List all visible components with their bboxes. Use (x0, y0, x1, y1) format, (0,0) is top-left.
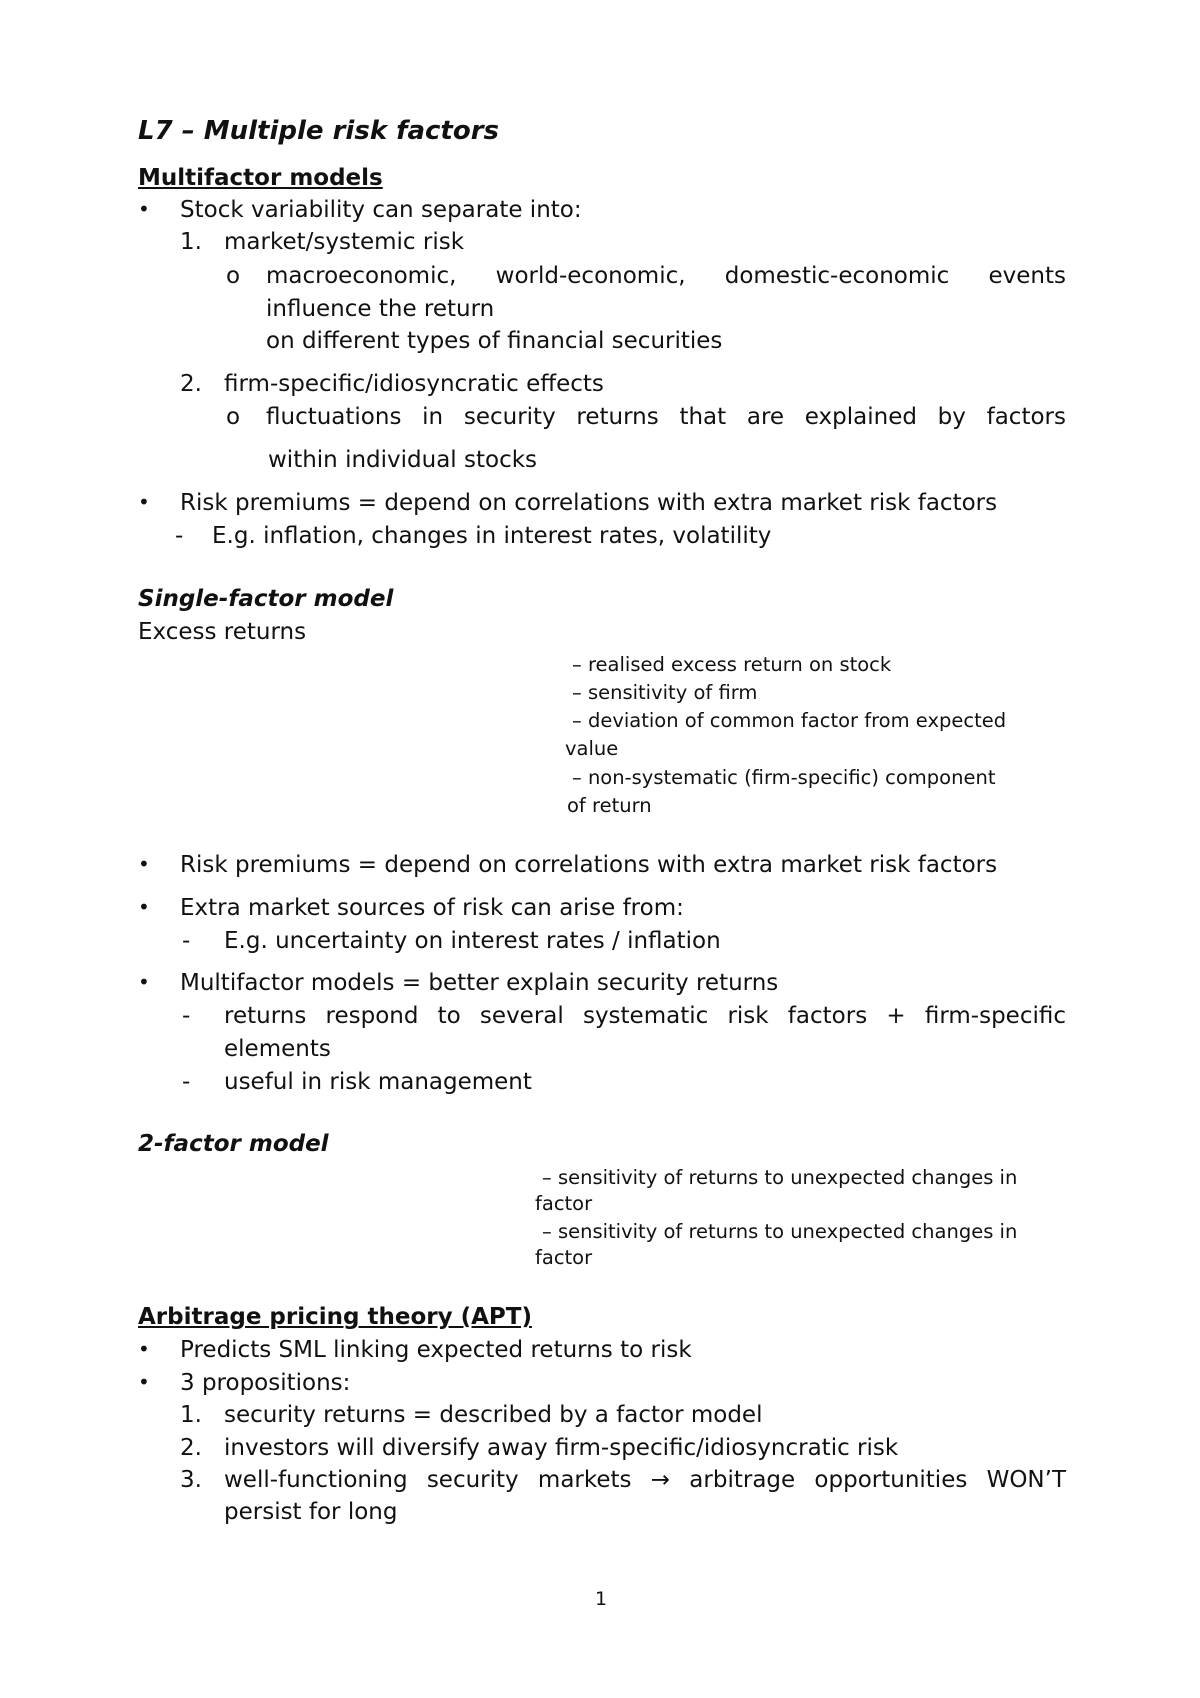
legend-line: – deviation of common factor from expected (572, 709, 1007, 732)
list-item: macroeconomic, world-economic, domestic-economic events (266, 263, 1066, 289)
list-item: 3 propositions: (180, 1370, 351, 1396)
section-heading-single-factor: Single-factor model (138, 586, 394, 612)
list-item: investors will diversify away firm-specific/idiosyncratic risk (224, 1435, 899, 1461)
list-item: well-functioning security markets → arbitrage opportunities WON’T (224, 1467, 1066, 1493)
list-number: 2. (180, 371, 202, 397)
list-item: influence the return (266, 296, 495, 322)
list-item: E.g. uncertainty on interest rates / inflation (224, 928, 721, 954)
section-heading-multifactor: Multifactor models (138, 165, 383, 191)
bullet-icon: • (138, 1370, 150, 1394)
page-number: 1 (595, 1588, 608, 1610)
dash-marker: - (175, 523, 184, 549)
list-item: security returns = described by a factor model (224, 1402, 763, 1428)
body-text: Excess returns (138, 619, 307, 645)
list-item: returns respond to several systematic risk factors + firm-specific (224, 1003, 1066, 1029)
legend-line: – non-systematic (firm-specific) component (572, 766, 996, 789)
bullet-icon: • (138, 852, 150, 876)
bullet-icon: • (138, 895, 150, 919)
bullet-icon: • (138, 197, 150, 221)
legend-line: – sensitivity of returns to unexpected changes in (542, 1220, 1018, 1243)
list-item: Extra market sources of risk can arise from: (180, 895, 684, 921)
bullet-icon: • (138, 490, 150, 514)
sub-bullet-icon: o (226, 263, 241, 289)
list-item: firm-specific/idiosyncratic effects (224, 371, 604, 397)
list-item: E.g. inflation, changes in interest rates, volatility (212, 523, 772, 549)
list-item: persist for long (224, 1499, 398, 1525)
bullet-icon: • (138, 1337, 150, 1361)
list-item: within individual stocks (268, 447, 538, 473)
list-item: Predicts SML linking expected returns to risk (180, 1337, 692, 1363)
list-item: useful in risk management (224, 1069, 532, 1095)
bullet-icon: • (138, 970, 150, 994)
dash-marker: - (182, 928, 191, 954)
list-item: elements (224, 1036, 331, 1062)
list-item: Risk premiums = depend on correlations with extra market risk factors (180, 852, 998, 878)
list-item: fluctuations in security returns that are explained by factors (266, 404, 1066, 430)
section-heading-two-factor: 2-factor model (138, 1131, 329, 1157)
legend-line: of return (567, 794, 652, 817)
legend-line: factor (535, 1192, 593, 1215)
list-item: Multifactor models = better explain security returns (180, 970, 779, 996)
list-number: 3. (180, 1467, 202, 1493)
list-item: Risk premiums = depend on correlations with extra market risk factors (180, 490, 998, 516)
section-heading-apt: Arbitrage pricing theory (APT) (138, 1304, 532, 1330)
legend-line: value (565, 737, 619, 760)
list-item: on different types of financial securities (266, 328, 723, 354)
dash-marker: - (182, 1003, 191, 1029)
list-item: Stock variability can separate into: (180, 197, 582, 223)
legend-line: – sensitivity of returns to unexpected changes in (542, 1166, 1018, 1189)
list-number: 1. (180, 1402, 202, 1428)
sub-bullet-icon: o (226, 404, 241, 430)
list-number: 2. (180, 1435, 202, 1461)
page-title: L7 – Multiple risk factors (138, 116, 500, 146)
legend-line: factor (535, 1246, 593, 1269)
legend-line: – realised excess return on stock (572, 653, 892, 676)
list-item: market/systemic risk (224, 229, 465, 255)
dash-marker: - (182, 1069, 191, 1095)
legend-line: – sensitivity of firm (572, 681, 758, 704)
list-number: 1. (180, 229, 202, 255)
